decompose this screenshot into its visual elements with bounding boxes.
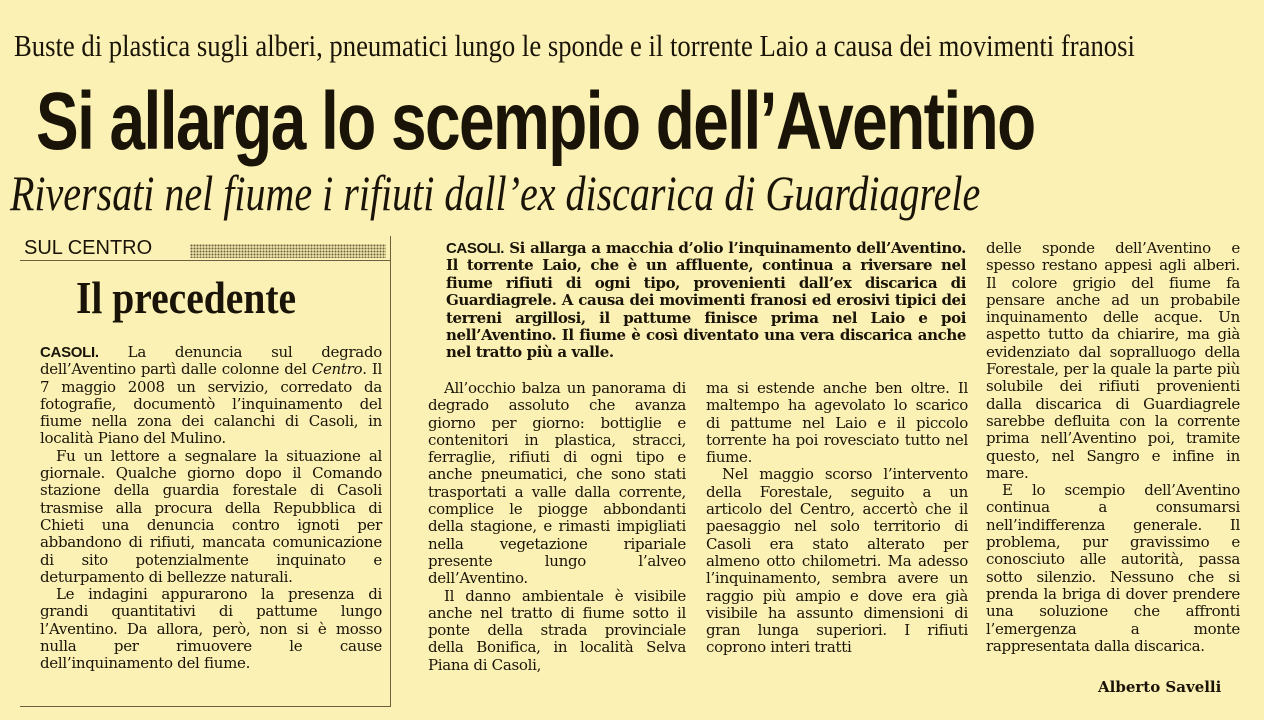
body-paragraph: E lo scempio dell’Aventino continua a consumarsi nell’indifferenza generale. Il problema, pur gravissimo e conosciuto alle autorità, passa sotto silenzio. Nessuno che si prenda la briga di dover prendere una soluzione che affronti l’emergenza a monte rappresentata dalla discarica. [986, 481, 1240, 655]
body-paragraph: Il danno ambientale è visibile anche nel tratto di fiume sotto il ponte della strada provinciale della Bonifica, in località Selva Piana di Casoli, [428, 586, 686, 674]
body-column-3 [706, 380, 968, 657]
byline: Alberto Savelli [1098, 678, 1222, 696]
body-paragraph: ma si estende anche ben oltre. Il maltempo ha agevolato lo scarico di pattume nel Laio e il piccolo torrente ha poi rovesciato tutto nel fiume. [706, 379, 968, 467]
body-column-2 [428, 380, 686, 674]
sidebar-paragraph: Fu un lettore a segnalare la situazione al giornale. Qualche giorno dopo il Comando stazione della guardia forestale di Casoli trasmise alla procura della Repubblica di Chieti una denuncia contro ignoti per abbandono di rifiuti, mancata comunicazione di sito potenzialmente inquinato e deturpamento di bellezze naturali. [40, 446, 382, 586]
subheadline: Riversati nel fiume i rifiuti dall’ex discarica di Guardiagrele [10, 165, 981, 221]
section-label: SUL CENTRO [24, 237, 153, 259]
lead-paragraph: CASOLI. Si allarga a macchia d’olio l’inquinamento dell’Aventino. Il torrente Laio, che è un affluente, continua a riversare nel fiume rifiuti di ogni tipo, provenienti dall’ex discarica di Guardiagrele. A causa dei movimenti franosi ed erosivi tipici dei terreni argillosi, il pattume finisce prima nel Laio e poi nell’Aventino. Il fiume è così diventato una vera discarica anche nel tratto più a valle. [446, 239, 966, 362]
sidebar-dateline: CASOLI. [40, 344, 99, 361]
sidebar-body [40, 344, 382, 673]
dateline: CASOLI. [446, 240, 505, 257]
sidebar-paragraph: CASOLI. La denuncia sul degrado dell’Aventino partì dalle colonne del Centro. Il 7 maggio 2008 un servizio, corredato da fotografie, documentò l’inquinamento del fiume nella zona dei calanchi di Casoli, in località Piano del Mulino. [40, 343, 383, 448]
body-paragraph: delle sponde dell’Aventino e spesso restano appesi agli alberi. Il colore grigio del fiume fa pensare anche ad un probabile inquinamento delle acque. Un aspetto tutto da chiarire, ma già evidenziato dal sopralluogo della Forestale, per la quale la parte più solubile dei rifiuti provenienti dalla discarica di Guardiagrele sarebbe defluita con la corrente prima nell’Aventino poi, tramite questo, nel Sangro e infine in mare. [986, 239, 1240, 482]
sidebar-title: Il precedente [76, 272, 297, 323]
kicker: Buste di plastica sugli alberi, pneumatici lungo le sponde e il torrente Laio a causa dei movimenti franosi [14, 28, 1135, 63]
headline: Si allarga lo scempio dell’Aventino [36, 76, 1035, 167]
body-paragraph: Nel maggio scorso l’intervento della Forestale, seguito a un articolo del Centro, accertò che il paesaggio nel solo territorio di Casoli era stato alterato per almeno otto chilometri. Ma adesso l’inquinamento, sembra avere un raggio più ampio e dove era già visibile ha assunto dimensioni di gran lunga superiori. I rifiuti coprono interi tratti [706, 465, 968, 657]
section-divider [20, 260, 390, 261]
body-column-4 [986, 240, 1240, 655]
body-paragraph: All’occhio balza un panorama di degrado assoluto che avanza giorno per giorno: bottiglie e contenitori in plastica, stracci, ferraglie, rifiuti di ogni tipo e anche pneumatici, che sono stati trasportati a valle dalla corrente, complice le piogge abbondanti della stagione, e rimasti impigliati nella vegetazione ripariale presente lungo l’alveo dell’Aventino. [428, 379, 686, 588]
section-label-pattern [190, 244, 386, 258]
sidebar-paragraph: Le indagini appurarono la presenza di grandi quantitativi di pattume lungo l’Aventino. Da allora, però, non si è mosso nulla per rimuovere le cause dell’inquinamento del fiume. [40, 585, 382, 673]
